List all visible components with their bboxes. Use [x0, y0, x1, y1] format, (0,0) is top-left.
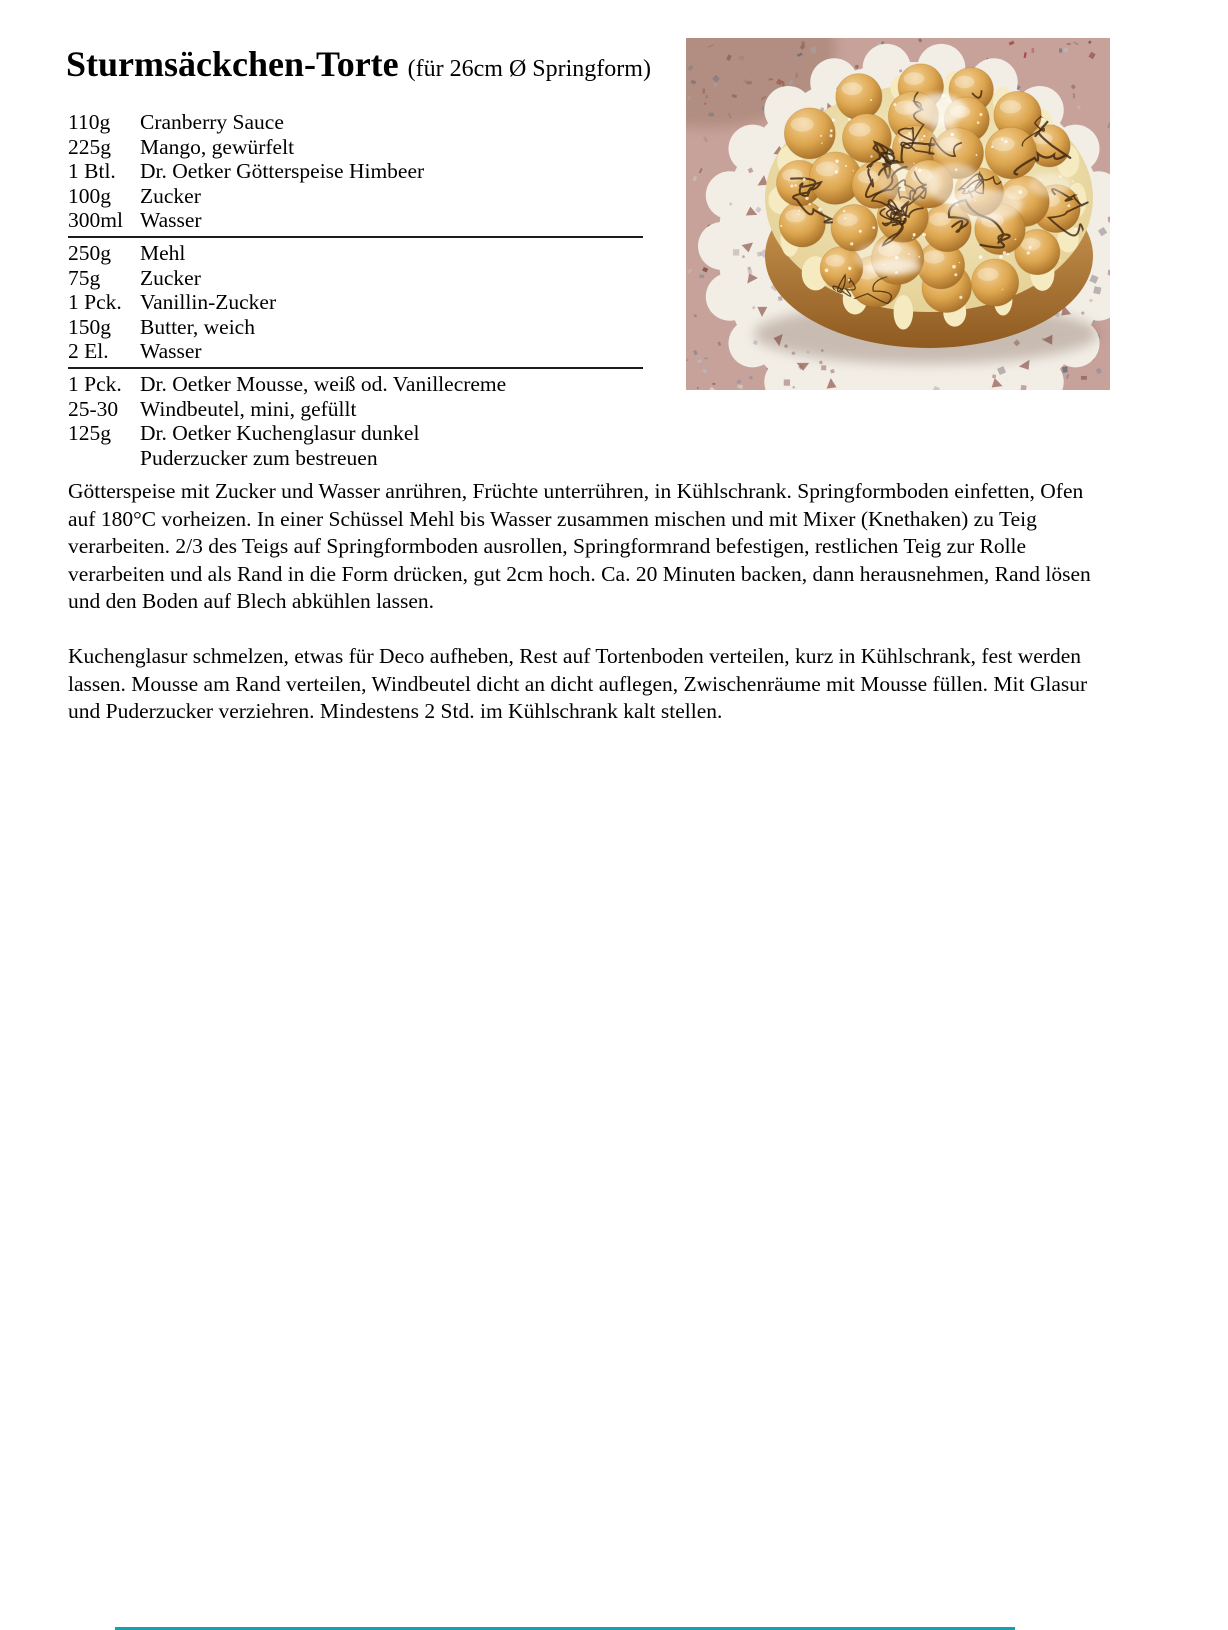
- ingredient-name: Mango, gewürfelt: [140, 134, 295, 159]
- ingredient-name: Zucker: [140, 183, 201, 208]
- ingredient-row: [68, 421, 643, 446]
- instructions-paragraph-2: Kuchenglasur schmelzen, etwas für Deco aufheben, Rest auf Tortenboden verteilen, kurz in Kühlschrank, fest werden lassen. Mousse am Rand verteilen, Windbeutel dicht an dicht auflegen, Zwischenräume mit Mousse füllen. Mit Glasur und Puderzucker verziehren. Mindestens 2 Std. im Kühlschrank kalt stellen.: [68, 643, 1088, 724]
- ingredient-name: Cranberry Sauce: [140, 110, 284, 134]
- ingredient-name: Puderzucker zum bestreuen: [140, 445, 378, 470]
- ingredient-amount: [68, 446, 140, 471]
- page-title-text: Sturmsäckchen-Torte: [66, 44, 399, 84]
- ingredient-row: [68, 397, 643, 422]
- ingredient-group-fruit: [68, 110, 643, 238]
- ingredient-amount: 150g: [68, 314, 111, 339]
- ingredient-amount: 125g: [68, 421, 111, 446]
- ingredient-amount: 225g: [68, 134, 111, 159]
- ingredient-list: [68, 110, 643, 476]
- instructions: [68, 478, 1113, 753]
- ingredient-group-topping: [68, 372, 643, 473]
- ingredient-name: Dr. Oetker Mousse, weiß od. Vanillecreme: [140, 371, 507, 396]
- ingredient-row: [68, 135, 643, 160]
- ingredient-name: Dr. Oetker Götterspeise Himbeer: [140, 159, 425, 184]
- ingredient-name: Wasser: [140, 339, 202, 364]
- ingredient-row: [68, 290, 643, 315]
- page-title: [66, 46, 651, 82]
- ingredient-row: [68, 184, 643, 209]
- ingredient-group-dough: [68, 241, 643, 369]
- ingredient-amount: 2 El.: [68, 339, 109, 364]
- ingredient-name: Butter, weich: [140, 314, 255, 339]
- ingredient-amount: 300ml: [68, 208, 123, 233]
- ingredient-amount: 75g: [68, 265, 101, 290]
- ingredient-row: [68, 372, 643, 397]
- ingredient-amount: 25-30: [68, 396, 119, 421]
- ingredient-row: [68, 315, 643, 340]
- ingredient-amount: 100g: [68, 183, 111, 208]
- ingredient-name: Vanillin-Zucker: [140, 290, 277, 315]
- recipe-photo: [686, 38, 1110, 390]
- ingredient-amount: 1 Pck.: [68, 371, 122, 396]
- ingredient-name: Mehl: [140, 240, 186, 265]
- ingredient-amount: 1 Btl.: [68, 159, 116, 184]
- ingredient-name: Zucker: [140, 265, 201, 290]
- ingredient-name: Windbeutel, mini, gefüllt: [140, 396, 357, 421]
- ingredient-row: [68, 446, 643, 471]
- ingredient-amount: 250g: [68, 240, 111, 265]
- ingredient-row: [68, 266, 643, 291]
- ingredient-row: [68, 339, 643, 364]
- ingredient-row: [68, 159, 643, 184]
- ingredient-amount: 110g: [68, 110, 111, 134]
- instructions-paragraph-1: Götterspeise mit Zucker und Wasser anrühren, Früchte unterrühren, in Kühlschrank. Springformboden einfetten, Ofen auf 180°C vorheizen. In einer Schüssel Mehl bis Wasser zusammen mischen und mit Mixer (Knethaken) zu Teig verarbeiten. 2/3 des Teigs auf Springformboden ausrollen, Springformrand befestigen, restlichen Teig zur Rolle verarbeiten und als Rand in die Form drücken, gut 2cm hoch. Ca. 20 Minuten backen, dann herausnehmen, Rand lösen und den Boden auf Blech abkühlen lassen.: [68, 479, 1091, 614]
- ingredient-row: [68, 241, 643, 266]
- ingredient-amount: 1 Pck.: [68, 290, 122, 315]
- ingredient-name: Wasser: [140, 208, 202, 233]
- ingredient-row: [68, 208, 643, 233]
- ingredient-name: Dr. Oetker Kuchenglasur dunkel: [140, 421, 420, 446]
- page-title-suffix: (für 26cm Ø Springform): [407, 56, 651, 82]
- recipe-photo-svg: [686, 38, 1110, 390]
- ingredient-row: [68, 110, 643, 135]
